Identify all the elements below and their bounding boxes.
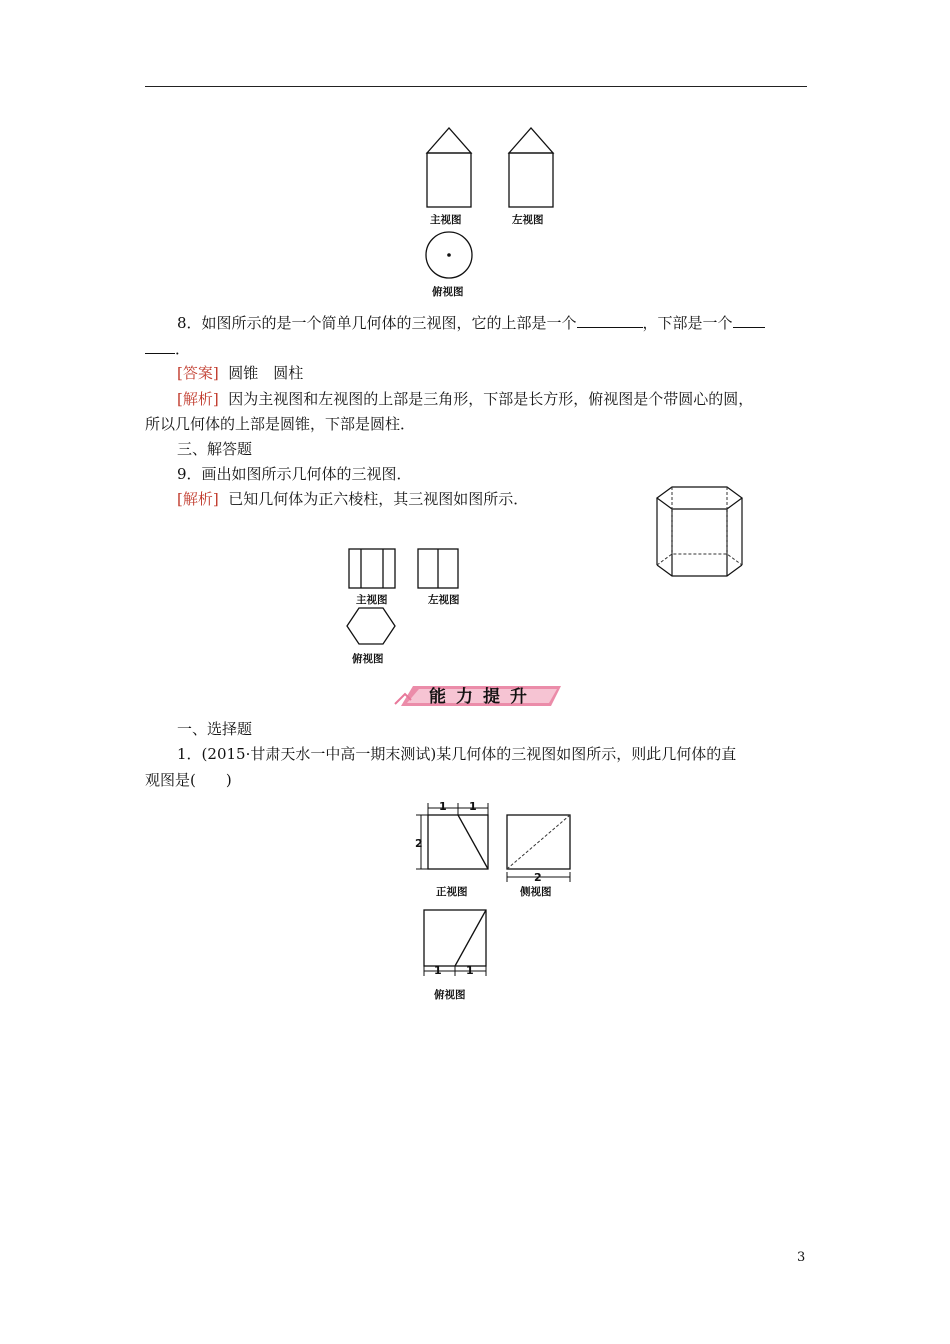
- analysis-text: 已知几何体为正六棱柱，其三视图如图所示．: [228, 490, 529, 508]
- analysis-tag: [解析]: [177, 490, 219, 508]
- answer-tag: [答案]: [177, 364, 219, 382]
- dim-label-1a: 1: [439, 800, 447, 813]
- section-banner: [393, 680, 563, 708]
- front-view-label: 主视图: [430, 214, 462, 226]
- left-view-shape: [509, 128, 553, 207]
- dim-label-1c: 1: [434, 964, 442, 977]
- header-rule: [145, 86, 807, 87]
- q9-top-label: 俯视图: [352, 653, 384, 665]
- top-view-shape: [426, 232, 472, 278]
- section-heading-1: 一、选择题: [177, 720, 253, 738]
- q9-front-label: 主视图: [356, 594, 388, 606]
- answer-text: 圆锥 圆柱: [228, 364, 304, 382]
- banner-title: 能力提升: [429, 687, 537, 707]
- q1-side-label: 侧视图: [520, 886, 552, 898]
- top-view-label: 俯视图: [432, 286, 464, 298]
- q8-analysis-2: 所以几何体的上部是圆锥，下部是圆柱．: [145, 415, 416, 433]
- dim-label-1d: 1: [466, 964, 474, 977]
- q9-analysis: [177, 489, 528, 509]
- q9-question: 9．画出如图所示几何体的三视图．: [177, 465, 412, 483]
- q8-line1: [177, 313, 765, 333]
- answer-blank-2b: [145, 339, 175, 354]
- q9-top-view: [347, 608, 395, 644]
- q9-front-view: [349, 549, 395, 588]
- q1-front-label: 正视图: [436, 886, 468, 898]
- answer-blank-2a: [733, 313, 765, 328]
- q1-front-dims: [416, 803, 488, 869]
- q8-figure: [420, 125, 580, 285]
- q1-front-view: [428, 815, 488, 869]
- q1-side-hidden-edge: [507, 815, 570, 869]
- answer-blank-1: [577, 313, 643, 328]
- dim-label-1b: 1: [469, 800, 477, 813]
- analysis-tag: [解析]: [177, 390, 219, 408]
- left-view-label: 左视图: [512, 214, 544, 226]
- section-heading-3: 三、解答题: [177, 440, 253, 458]
- q9-left-label: 左视图: [428, 594, 460, 606]
- q8-text-a: 8．如图所示的是一个简单几何体的三视图，它的上部是一个: [177, 314, 577, 332]
- q1-line2: 观图是( ): [145, 771, 232, 789]
- analysis-text-1: 因为主视图和左视图的上部是三角形，下部是长方形，俯视图是个带圆心的圆，: [228, 390, 754, 408]
- hexagonal-prism-figure: [650, 480, 750, 580]
- q1-top-view: [424, 910, 486, 966]
- page-number: 3: [797, 1250, 806, 1265]
- q1-top-label: 俯视图: [434, 989, 466, 1001]
- dim-label-2a: 2: [415, 837, 423, 850]
- front-view-shape: [427, 128, 471, 207]
- q8-analysis-1: [177, 389, 753, 409]
- q8-line2: [145, 339, 190, 359]
- q8-text-b: ，下部是一个: [642, 314, 733, 332]
- q8-line2-end: ．: [175, 340, 191, 358]
- dim-label-2b: 2: [534, 871, 542, 884]
- q8-answer: [177, 363, 303, 383]
- q9-left-view: [418, 549, 458, 588]
- q1-views-figure: [400, 798, 590, 988]
- q1-line1: 1．(2015·甘肃天水一中高一期末测试)某几何体的三视图如图所示，则此几何体的直: [177, 745, 737, 763]
